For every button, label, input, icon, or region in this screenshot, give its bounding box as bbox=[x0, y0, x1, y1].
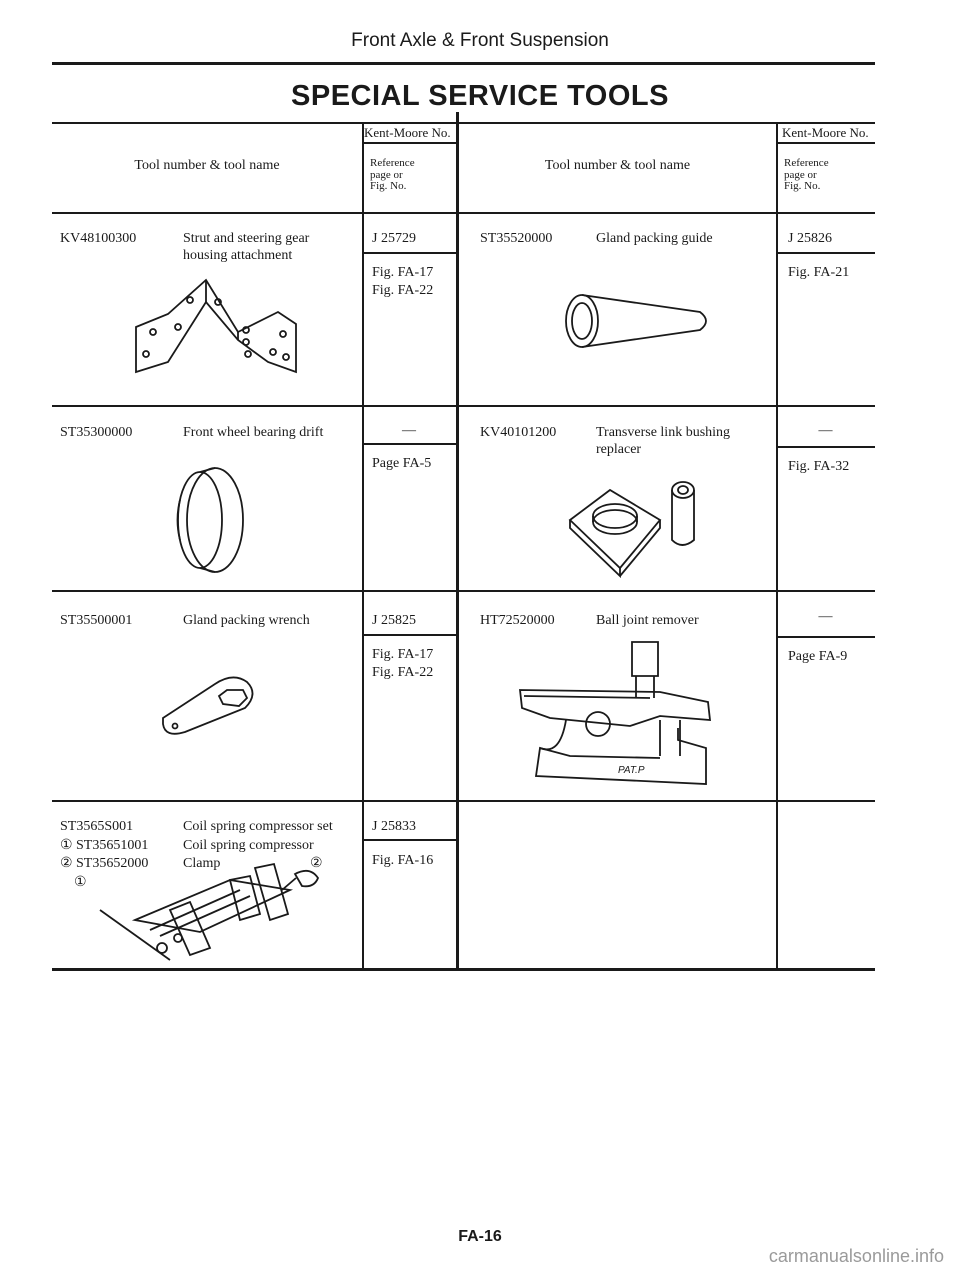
header-kent-moore-left: Kent-Moore No. bbox=[364, 125, 451, 140]
tool-name-spring-set: Coil spring compressor set bbox=[183, 819, 333, 834]
bushing-replacer-icon bbox=[560, 470, 710, 580]
reference-page-fa9: Page FA-9 bbox=[788, 649, 848, 664]
watermark-text: carmanualsonline.info bbox=[768, 1246, 944, 1266]
tool-name-bushing-line1: Transverse link bushing bbox=[596, 425, 731, 440]
km-split-rule bbox=[362, 634, 456, 636]
ball-joint-remover-icon bbox=[510, 636, 720, 796]
tool-number-ht72520000: HT72520000 bbox=[480, 613, 555, 628]
tool-number-st3565s001: ST3565S001 bbox=[60, 819, 134, 834]
tool-name-bushing-line2: replacer bbox=[596, 442, 642, 457]
row-rule-3 bbox=[52, 800, 875, 802]
bracket-attachment-icon bbox=[128, 272, 308, 388]
km-split-rule bbox=[362, 839, 456, 841]
packing-guide-icon bbox=[560, 290, 720, 352]
km-split-rule bbox=[362, 252, 456, 254]
tool-number-kv40101200: KV40101200 bbox=[480, 425, 557, 440]
kent-moore-j25833: J 25833 bbox=[372, 819, 416, 834]
packing-wrench-icon bbox=[155, 668, 265, 738]
km-split-rule bbox=[776, 636, 875, 638]
tool-name-packing-wrench: Gland packing wrench bbox=[183, 613, 310, 628]
header-reference-left-1: Reference bbox=[370, 157, 415, 169]
col-divider-3 bbox=[776, 122, 778, 970]
sub-marker-2: ② bbox=[60, 856, 73, 871]
reference-fa16: Fig. FA-16 bbox=[372, 853, 434, 868]
header-tool-number-left: Tool number & tool name bbox=[134, 158, 280, 173]
tool-number-kv48100300: KV48100300 bbox=[60, 231, 137, 246]
sub-name-clamp: Clamp bbox=[183, 856, 221, 871]
page-title: SPECIAL SERVICE TOOLS bbox=[291, 80, 669, 112]
header-reference-left-3: Fig. No. bbox=[370, 180, 407, 192]
kent-moore-j25729: J 25729 bbox=[372, 231, 416, 246]
km-rule-right bbox=[776, 142, 875, 144]
km-split-rule bbox=[776, 252, 875, 254]
kent-moore-j25826: J 25826 bbox=[788, 231, 832, 246]
spring-compressor-icon bbox=[60, 860, 340, 970]
reference-fa22: Fig. FA-22 bbox=[372, 283, 434, 298]
sub-marker-1: ① bbox=[60, 838, 73, 853]
reference-fa17-wrench: Fig. FA-17 bbox=[372, 647, 434, 662]
callout-2: ② bbox=[310, 856, 323, 871]
header-kent-moore-right: Kent-Moore No. bbox=[782, 125, 869, 140]
section-title: Front Axle & Front Suspension bbox=[351, 30, 609, 51]
tool-number-st35500001: ST35500001 bbox=[60, 613, 133, 628]
kent-moore-j25825: J 25825 bbox=[372, 613, 416, 628]
page-number: FA-16 bbox=[458, 1228, 502, 1245]
km-rule-left bbox=[362, 142, 456, 144]
sub-number-st35652000: ST35652000 bbox=[76, 856, 149, 871]
sub-number-st35651001: ST35651001 bbox=[76, 838, 149, 853]
sub-name-spring-compressor: Coil spring compressor bbox=[183, 838, 314, 853]
row-rule-1 bbox=[52, 405, 875, 407]
tool-name-strut-line1: Strut and steering gear bbox=[183, 231, 310, 246]
reference-fa21: Fig. FA-21 bbox=[788, 265, 850, 280]
reference-fa32: Fig. FA-32 bbox=[788, 459, 850, 474]
tool-number-st35300000: ST35300000 bbox=[60, 425, 133, 440]
km-split-rule bbox=[776, 446, 875, 448]
kent-moore-none-right-2: — bbox=[818, 609, 833, 624]
tool-name-strut-line2: housing attachment bbox=[183, 248, 293, 263]
tool-name-packing-guide: Gland packing guide bbox=[596, 231, 713, 246]
reference-fa22-wrench: Fig. FA-22 bbox=[372, 665, 434, 680]
km-split-rule bbox=[362, 443, 456, 445]
pat-stamp: PAT.P bbox=[618, 765, 645, 776]
col-divider-1 bbox=[362, 122, 364, 970]
reference-fa17: Fig. FA-17 bbox=[372, 265, 434, 280]
reference-page-fa5: Page FA-5 bbox=[372, 456, 432, 471]
header-reference-left-2: page or bbox=[370, 169, 403, 181]
kent-moore-none-left: — bbox=[402, 423, 416, 438]
header-reference-right-3: Fig. No. bbox=[784, 180, 821, 192]
bearing-drift-icon bbox=[170, 460, 250, 580]
kent-moore-none-right-1: — bbox=[818, 423, 833, 438]
callout-1: ① bbox=[74, 875, 87, 890]
tool-name-bearing-drift: Front wheel bearing drift bbox=[183, 425, 324, 440]
tool-number-st35520000: ST35520000 bbox=[480, 231, 553, 246]
header-bottom-rule bbox=[52, 212, 875, 214]
tool-name-ball-joint: Ball joint remover bbox=[596, 613, 699, 628]
header-reference-right-1: Reference bbox=[784, 157, 829, 169]
header-rule bbox=[52, 62, 875, 65]
row-rule-2 bbox=[52, 590, 875, 592]
header-reference-right-2: page or bbox=[784, 169, 817, 181]
header-tool-number-right: Tool number & tool name bbox=[544, 158, 691, 173]
col-divider-center bbox=[456, 112, 459, 970]
